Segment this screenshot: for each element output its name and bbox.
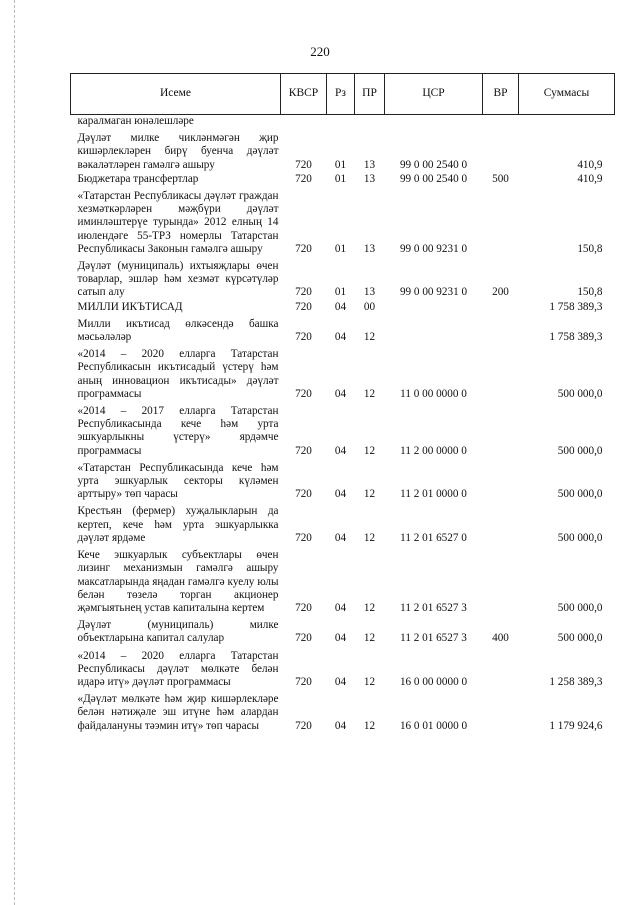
table-header [71, 74, 615, 115]
row-rz: 01 [334, 158, 347, 171]
row-sum: 500 000,0 [557, 387, 603, 400]
row-kvsr [281, 115, 327, 130]
row-sum: 410,9 [577, 172, 603, 185]
row-name: «2014 – 2020 елларга Татарстан Республикасын икътисадый үстерү һәм аның инновацион икътисады» дәүләт программасы [77, 348, 279, 400]
row-vr [483, 647, 519, 691]
row-vr [483, 345, 519, 402]
row-pr: 12 [363, 531, 376, 544]
table-row [71, 502, 615, 546]
row-rz: 01 [334, 172, 347, 185]
row-rz: 04 [334, 387, 347, 400]
row-name: «Дәүләт мөлкәте һәм җир кишәрлекләре белән нәтиҗәле эш итүне һәм алардан файдалануны тәэмин итү» төп чарасы [77, 693, 279, 732]
row-rz: 04 [334, 444, 347, 457]
row-kvsr: 720 [295, 300, 312, 313]
row-pr: 13 [363, 242, 376, 255]
row-name: каралмаган юнәлешләре [77, 115, 194, 127]
table-row [71, 187, 615, 257]
row-name: Бюджетара трансфертлар [77, 172, 199, 185]
row-sum: 500 000,0 [557, 488, 603, 501]
row-csr: 11 2 01 6527 0 [400, 531, 467, 544]
row-pr: 12 [363, 488, 376, 501]
row-kvsr: 720 [295, 242, 312, 255]
row-vr [483, 502, 519, 546]
table-row [71, 129, 615, 173]
header-sum: Суммасы [519, 74, 615, 115]
row-kvsr: 720 [295, 172, 312, 185]
row-pr: 13 [363, 286, 376, 299]
row-sum: 150,8 [577, 286, 603, 299]
row-rz: 04 [334, 601, 347, 614]
row-vr [483, 402, 519, 459]
row-sum: 500 000,0 [557, 531, 603, 544]
row-kvsr: 720 [295, 444, 312, 457]
row-csr [385, 315, 483, 345]
row-kvsr: 720 [295, 719, 312, 732]
header-pr: ПР [355, 74, 385, 115]
row-kvsr: 720 [295, 632, 312, 645]
row-sum: 1 758 389,3 [549, 331, 603, 344]
row-csr: 99 0 00 2540 0 [399, 158, 468, 171]
row-rz: 01 [334, 242, 347, 255]
table-row [71, 345, 615, 402]
row-csr: 99 0 00 9231 0 [399, 242, 468, 255]
row-name: Дәүләт (муниципаль) милке объектларына капитал салулар [77, 619, 279, 645]
row-pr [355, 115, 385, 130]
header-kvsr: КВСР [281, 74, 327, 115]
row-pr: 13 [363, 158, 376, 171]
table-row [71, 616, 615, 646]
row-name: Кече эшкуарлык субъектлары өчен лизинг механизмын гамәлгә ашыру максатларында яңадан гамәлгә куелу юлы белән төзелә торган акционер җәмгыятьнең устав капиталына кертем [77, 549, 279, 614]
row-pr: 00 [363, 300, 376, 313]
row-name: «Татарстан Республикасында кече һәм урта эшкуарлык секторы күләмен арттыру» төп чарасы [77, 461, 279, 501]
row-rz: 04 [334, 300, 347, 313]
row-sum [519, 115, 615, 130]
row-sum: 500 000,0 [557, 601, 603, 614]
table-row [71, 647, 615, 691]
row-csr: 11 2 00 0000 0 [400, 444, 467, 457]
row-sum: 1 179 924,6 [549, 719, 603, 732]
table-row [71, 257, 615, 301]
row-csr [385, 301, 483, 315]
row-kvsr: 720 [295, 601, 312, 614]
row-vr [483, 187, 519, 257]
row-vr [483, 459, 519, 503]
table-row [71, 301, 615, 315]
row-rz: 04 [334, 531, 347, 544]
row-kvsr: 720 [295, 675, 312, 688]
row-vr [483, 115, 519, 130]
row-pr: 12 [363, 444, 376, 457]
table-row [71, 546, 615, 616]
row-name: Дәүләт (муниципаль) ихтыяҗлары өчен товарлар, эшләр һәм хезмәт күрсәтүләр сатып алу [77, 260, 279, 299]
table-row [71, 402, 615, 459]
budget-table [70, 73, 615, 734]
row-vr: 500 [492, 172, 509, 185]
scan-edge-mark [14, 0, 16, 905]
row-csr: 11 2 01 0000 0 [400, 488, 467, 501]
row-rz: 04 [334, 488, 347, 501]
row-sum: 1 258 389,3 [549, 675, 603, 688]
row-rz [327, 115, 355, 130]
row-name: МИЛЛИ ИКЪТИСАД [77, 300, 183, 313]
row-rz: 04 [334, 719, 347, 732]
page-number: 220 [310, 44, 330, 59]
row-rz: 01 [334, 286, 347, 299]
table-row [71, 115, 615, 130]
row-kvsr: 720 [295, 158, 312, 171]
row-sum: 410,9 [577, 158, 603, 171]
row-vr [483, 315, 519, 345]
row-vr [483, 546, 519, 616]
row-name: Дәүләт милке чикләнмәгән җир кишәрлекләрен бирү буенча дәүләт вәкаләтләрен гамәлгә ашыру [77, 132, 279, 171]
row-csr: 99 0 00 9231 0 [399, 286, 468, 299]
table-body [71, 115, 615, 734]
row-csr: 11 0 00 0000 0 [400, 387, 467, 400]
row-vr [483, 690, 519, 734]
row-vr: 200 [492, 286, 509, 299]
row-sum: 500 000,0 [557, 632, 603, 645]
row-vr: 400 [492, 632, 509, 645]
row-pr: 12 [363, 719, 376, 732]
table-row [71, 459, 615, 503]
row-name: Милли икътисад өлкәсендә башка мәсьәләләр [77, 317, 279, 344]
row-csr: 16 0 00 0000 0 [399, 675, 468, 688]
row-rz: 04 [334, 331, 347, 344]
row-pr: 13 [363, 172, 376, 185]
table-row [71, 690, 615, 734]
row-name: «Татарстан Республикасы дәүләт граждан хезмәткәрләрен мәҗбүри дәүләт иминләштерүе турында» 2012 елның 14 июлендәге 55-ТРЗ номерлы Татарстан Республикасы Законын гамәлгә ашыру [77, 190, 279, 255]
header-vr: ВР [483, 74, 519, 115]
row-pr: 12 [363, 632, 376, 645]
row-csr [385, 115, 483, 130]
row-name: «2014 – 2017 елларга Татарстан Республикасында кече һәм урта эшкуарлыкны үстерү» ярдәмче программасы [77, 405, 279, 457]
row-sum: 500 000,0 [557, 444, 603, 457]
table-row [71, 173, 615, 187]
header-rz: Рз [327, 74, 355, 115]
row-pr: 12 [363, 331, 376, 344]
header-csr: ЦСР [385, 74, 483, 115]
row-kvsr: 720 [295, 531, 312, 544]
row-name: Крестьян (фермер) хуҗалыкларын да кертеп, кече һәм урта эшкуарлыкка дәүләт ярдәме [77, 505, 279, 544]
row-kvsr: 720 [295, 286, 312, 299]
row-vr [483, 301, 519, 315]
row-kvsr: 720 [295, 331, 312, 344]
row-sum: 1 758 389,3 [549, 300, 603, 313]
table-row [71, 315, 615, 345]
row-csr: 16 0 01 0000 0 [399, 719, 468, 732]
row-csr: 11 2 01 6527 3 [400, 601, 467, 614]
row-rz: 04 [334, 675, 347, 688]
row-rz: 04 [334, 632, 347, 645]
row-pr: 12 [363, 387, 376, 400]
row-pr: 12 [363, 675, 376, 688]
row-kvsr: 720 [295, 488, 312, 501]
row-name: «2014 – 2020 елларга Татарстан Республикасы дәүләт мөлкәте белән идарә итү» дәүләт программасы [77, 649, 279, 688]
row-kvsr: 720 [295, 387, 312, 400]
row-pr: 12 [363, 601, 376, 614]
row-sum: 150,8 [577, 242, 603, 255]
row-csr: 99 0 00 2540 0 [399, 172, 468, 185]
row-csr: 11 2 01 6527 3 [400, 632, 467, 645]
row-vr [483, 129, 519, 173]
header-name: Исеме [71, 74, 281, 115]
